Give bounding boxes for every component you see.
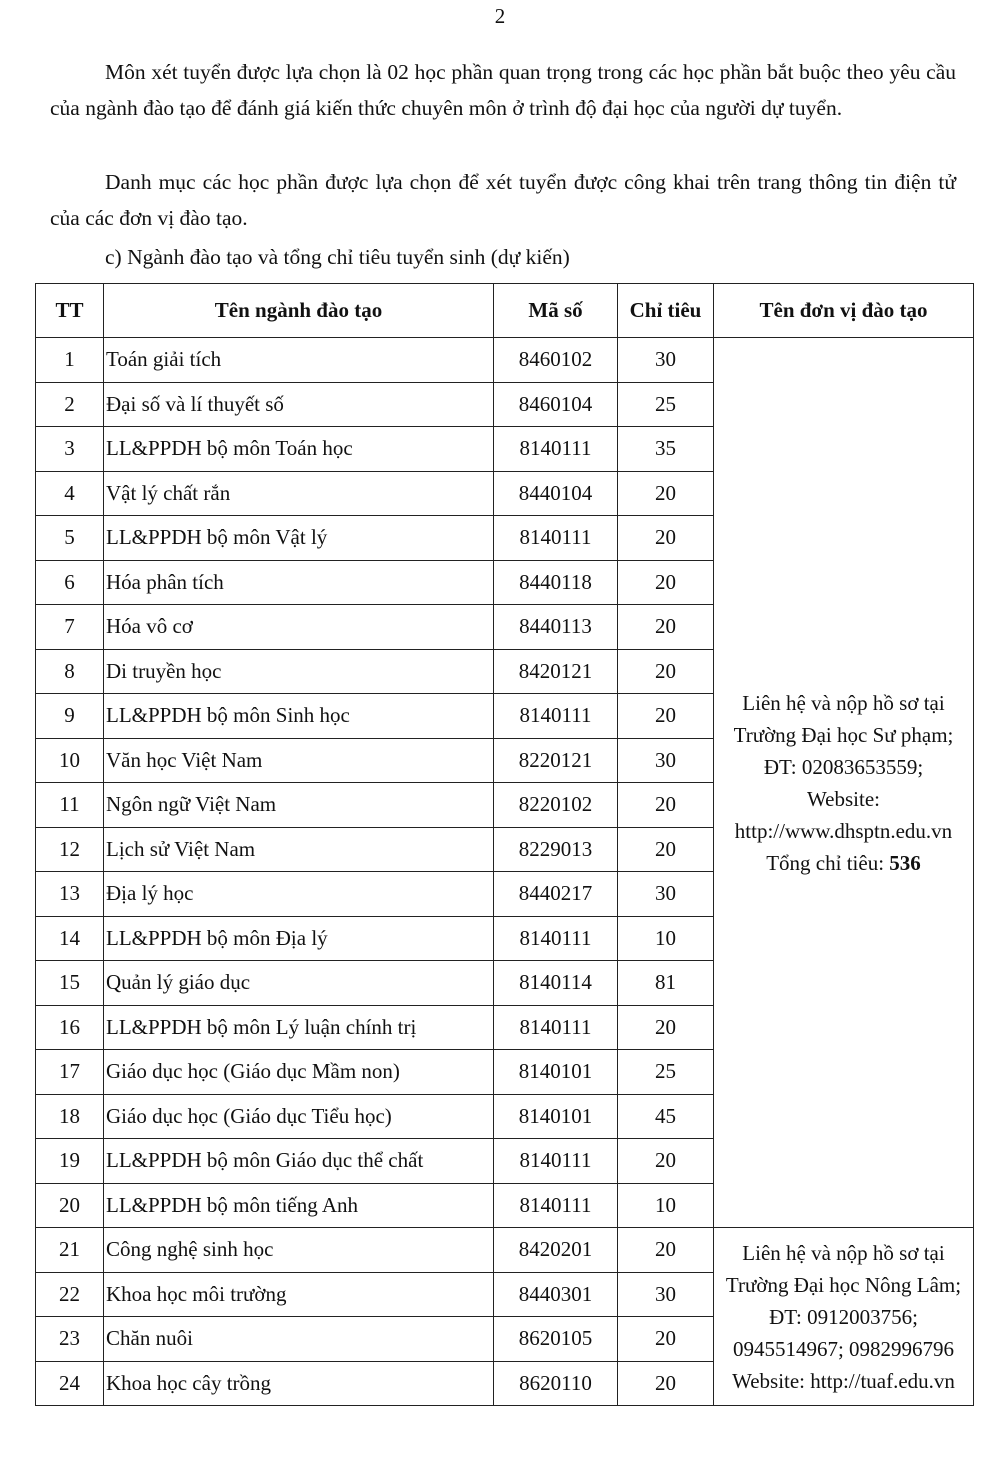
program-code: 8440113 [494, 605, 618, 650]
program-code: 8140111 [494, 916, 618, 961]
row-number: 23 [36, 1317, 104, 1362]
table-row [36, 1228, 974, 1273]
program-code: 8620110 [494, 1361, 618, 1406]
program-code: 8140101 [494, 1050, 618, 1095]
row-number: 19 [36, 1139, 104, 1184]
program-name: Ngôn ngữ Việt Nam [104, 783, 494, 828]
program-name: LL&PPDH bộ môn Địa lý [104, 916, 494, 961]
program-code: 8420201 [494, 1228, 618, 1273]
program-name: LL&PPDH bộ môn Sinh học [104, 694, 494, 739]
program-name: Hóa vô cơ [104, 605, 494, 650]
unit-contact-line: Website: [807, 786, 880, 811]
program-code: 8220121 [494, 738, 618, 783]
program-quota: 30 [618, 738, 714, 783]
program-name: Khoa học môi trường [104, 1272, 494, 1317]
unit-contact-line: Trường Đại học Nông Lâm; [725, 1272, 962, 1297]
program-code: 8440301 [494, 1272, 618, 1317]
program-quota: 25 [618, 1050, 714, 1095]
program-name: Giáo dục học (Giáo dục Tiểu học) [104, 1094, 494, 1139]
row-number: 18 [36, 1094, 104, 1139]
program-code: 8140111 [494, 516, 618, 561]
program-quota: 20 [618, 1005, 714, 1050]
program-quota: 20 [618, 560, 714, 605]
unit-contact-line: ĐT: 0912003756; [769, 1304, 918, 1329]
program-name: Toán giải tích [104, 338, 494, 383]
program-quota: 20 [618, 516, 714, 561]
program-quota: 25 [618, 382, 714, 427]
program-name: Giáo dục học (Giáo dục Mầm non) [104, 1050, 494, 1095]
header-code: Mã số [494, 284, 618, 338]
program-quota: 10 [618, 1183, 714, 1228]
program-name: Công nghệ sinh học [104, 1228, 494, 1273]
program-name: LL&PPDH bộ môn Giáo dục thể chất [104, 1139, 494, 1184]
row-number: 4 [36, 471, 104, 516]
program-quota: 81 [618, 961, 714, 1006]
row-number: 8 [36, 649, 104, 694]
program-code: 8460104 [494, 382, 618, 427]
program-quota: 30 [618, 338, 714, 383]
program-code: 8220102 [494, 783, 618, 828]
program-quota: 20 [618, 649, 714, 694]
row-number: 17 [36, 1050, 104, 1095]
program-name: LL&PPDH bộ môn tiếng Anh [104, 1183, 494, 1228]
program-name: Đại số và lí thuyết số [104, 382, 494, 427]
program-code: 8440104 [494, 471, 618, 516]
program-quota: 20 [618, 1139, 714, 1184]
unit-cell-agriculture [714, 1228, 974, 1406]
program-name: Văn học Việt Nam [104, 738, 494, 783]
program-code: 8140111 [494, 694, 618, 739]
program-quota: 10 [618, 916, 714, 961]
header-program-name: Tên ngành đào tạo [104, 284, 494, 338]
program-name: Quản lý giáo dục [104, 961, 494, 1006]
program-code: 8440118 [494, 560, 618, 605]
program-name: LL&PPDH bộ môn Lý luận chính trị [104, 1005, 494, 1050]
program-name: Hóa phân tích [104, 560, 494, 605]
program-quota: 20 [618, 605, 714, 650]
row-number: 21 [36, 1228, 104, 1273]
table-body [36, 338, 974, 1406]
program-code: 8440217 [494, 872, 618, 917]
program-quota: 30 [618, 1272, 714, 1317]
program-code: 8420121 [494, 649, 618, 694]
program-quota: 20 [618, 471, 714, 516]
unit-contact-line: Website: http://tuaf.edu.vn [732, 1368, 955, 1393]
program-code: 8140111 [494, 427, 618, 472]
page-number: 2 [494, 4, 506, 28]
total-quota-value: 536 [889, 850, 921, 875]
header-tt: TT [36, 284, 104, 338]
header-quota: Chỉ tiêu [618, 284, 714, 338]
program-code: 8229013 [494, 827, 618, 872]
row-number: 11 [36, 783, 104, 828]
program-name: Chăn nuôi [104, 1317, 494, 1362]
program-name: Lịch sử Việt Nam [104, 827, 494, 872]
row-number: 13 [36, 872, 104, 917]
program-name: Di truyền học [104, 649, 494, 694]
unit-contact-line: http://www.dhsptn.edu.vn [734, 818, 953, 843]
paragraph-admission-subjects: Môn xét tuyển được lựa chọn là 02 học phần quan trọng trong các học phần bắt buộc theo yêu cầu của ngành đào tạo để đánh giá kiến thức chuyên môn ở trình độ đại học của người dự tuyển. [50, 60, 956, 120]
row-number: 6 [36, 560, 104, 605]
program-quota: 20 [618, 1361, 714, 1406]
program-quota: 30 [618, 872, 714, 917]
unit-contact-line: 0945514967; 0982996796 [732, 1336, 955, 1361]
program-code: 8620105 [494, 1317, 618, 1362]
row-number: 15 [36, 961, 104, 1006]
row-number: 2 [36, 382, 104, 427]
row-number: 14 [36, 916, 104, 961]
program-code: 8140101 [494, 1094, 618, 1139]
row-number: 1 [36, 338, 104, 383]
total-quota-label: Tổng chỉ tiêu: [766, 850, 890, 875]
row-number: 3 [36, 427, 104, 472]
row-number: 20 [36, 1183, 104, 1228]
header-unit: Tên đơn vị đào tạo [714, 284, 974, 338]
row-number: 9 [36, 694, 104, 739]
row-number: 5 [36, 516, 104, 561]
program-name: LL&PPDH bộ môn Toán học [104, 427, 494, 472]
section-heading-c: c) Ngành đào tạo và tổng chỉ tiêu tuyển sinh (dự kiến) [105, 245, 570, 269]
program-code: 8140111 [494, 1139, 618, 1184]
program-code: 8140114 [494, 961, 618, 1006]
program-quota: 20 [618, 827, 714, 872]
program-quota: 20 [618, 694, 714, 739]
program-quota: 20 [618, 783, 714, 828]
unit-contact-line: Liên hệ và nộp hồ sơ tại [742, 690, 945, 715]
program-code: 8140111 [494, 1005, 618, 1050]
program-code: 8460102 [494, 338, 618, 383]
program-name: Khoa học cây trồng [104, 1361, 494, 1406]
table-row [36, 338, 974, 383]
unit-total-quota [716, 847, 971, 879]
program-quota: 20 [618, 1228, 714, 1273]
row-number: 16 [36, 1005, 104, 1050]
row-number: 10 [36, 738, 104, 783]
programs-table [35, 283, 974, 1406]
unit-contact-line: Liên hệ và nộp hồ sơ tại [742, 1240, 945, 1265]
program-name: Vật lý chất rắn [104, 471, 494, 516]
row-number: 12 [36, 827, 104, 872]
table-header-row [36, 284, 974, 338]
program-quota: 45 [618, 1094, 714, 1139]
paragraph-course-list: Danh mục các học phần được lựa chọn để xét tuyển được công khai trên trang thông tin điện tử của các đơn vị đào tạo. [50, 170, 956, 230]
row-number: 22 [36, 1272, 104, 1317]
unit-contact-line: Trường Đại học Sư phạm; [733, 722, 954, 747]
program-name: LL&PPDH bộ môn Vật lý [104, 516, 494, 561]
unit-contact-line: ĐT: 02083653559; [763, 754, 924, 779]
unit-cell-pedagogy [714, 338, 974, 1228]
row-number: 7 [36, 605, 104, 650]
program-name: Địa lý học [104, 872, 494, 917]
program-quota: 20 [618, 1317, 714, 1362]
program-code: 8140111 [494, 1183, 618, 1228]
program-quota: 35 [618, 427, 714, 472]
row-number: 24 [36, 1361, 104, 1406]
